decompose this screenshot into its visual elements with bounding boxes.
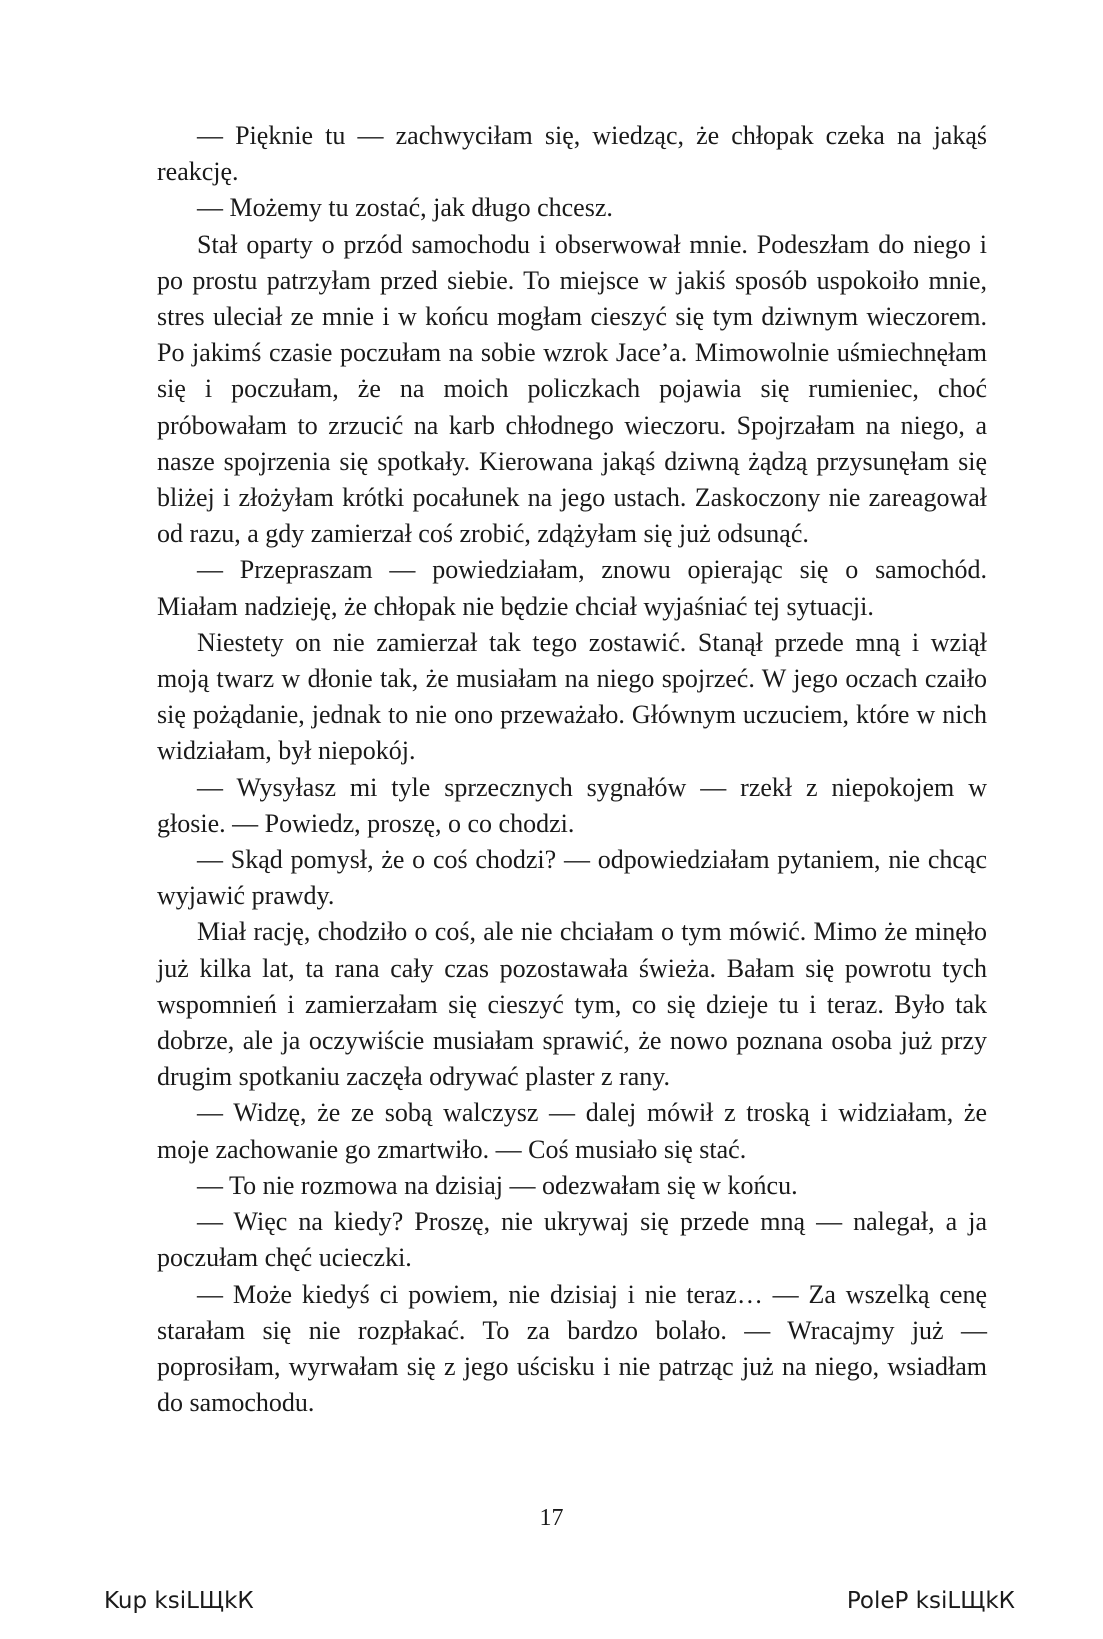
paragraph: Niestety on nie zamierzał tak tego zostawić. Stanął przede mną i wziął moją twarz w dłonie tak, że musiałam na niego spojrzeć. W jego oczach czaiło się pożądanie, jednak to nie ono przeważało. Głównym uczuciem, które w nich widziałam, był niepokój. bbox=[157, 627, 987, 766]
buy-book-link[interactable]: Kup ksiLЩkК bbox=[104, 1588, 254, 1614]
paragraph: — To nie rozmowa na dzisiaj — odezwałam się w końcu. bbox=[197, 1170, 798, 1200]
paragraph: Stał oparty o przód samochodu i obserwował mnie. Podeszłam do niego i po prostu patrzyłam przed siebie. To miejsce w jakiś sposób uspokoiło mnie, stres uleciał ze mnie i w końcu mogłam cieszyć się tym dziwnym wieczorem. Po jakimś czasie poczułam na sobie wzrok Jace’a. Mimowolnie uśmiechnęłam się i poczułam, że na moich policzkach pojawia się rumieniec, choć próbowałam to zrzucić na karb chłodnego wieczoru. Spojrzałam na niego, a nasze spojrzenia się spotkały. Kierowana jakąś dziwną żądzą przysunęłam się bliżej i złożyłam krótki pocałunek na jego ustach. Zaskoczony nie zareagował od razu, a gdy zamierzał coś zrobić, zdążyłam się już odsunąć. bbox=[157, 229, 987, 549]
recommend-book-link[interactable]: PoleP ksiLЩkК bbox=[846, 1588, 1015, 1614]
paragraph: — Pięknie tu — zachwyciłam się, wiedząc, że chłopak czeka na jakąś reakcję. bbox=[157, 121, 987, 187]
paragraph: — Wysyłasz mi tyle sprzecznych sygnałów — rzekł z niepokojem w głosie. — Powiedz, proszę, o co chodzi. bbox=[157, 772, 987, 838]
paragraph: Miał rację, chodziło o coś, ale nie chciałam o tym mówić. Mimo że minęło już kilka lat, ta rana cały czas pozostawała świeża. Bałam się powrotu tych wspomnień i zamierzałam się cieszyć tym, co się dzieje tu i teraz. Było tak dobrze, ale ja oczywiście musiałam sprawić, że nowo poznana osoba już przy drugim spotkaniu zaczęła odrywać plaster z rany. bbox=[157, 917, 987, 1092]
paragraph: — Widzę, że ze sobą walczysz — dalej mówił z troską i widziałam, że moje zachowanie go zmartwiło. — Coś musiało się stać. bbox=[157, 1098, 987, 1164]
page-number: 17 bbox=[539, 1505, 564, 1531]
paragraph: — Więc na kiedy? Proszę, nie ukrywaj się przede mną — nalegał, a ja poczułam chęć ucieczki. bbox=[157, 1207, 987, 1273]
paragraph: — Skąd pomysł, że o coś chodzi? — odpowiedziałam pytaniem, nie chcąc wyjawić prawdy. bbox=[157, 845, 987, 911]
body-text bbox=[157, 118, 987, 1421]
paragraph: — Przepraszam — powiedziałam, znowu opierając się o samochód. Miałam nadzieję, że chłopak nie będzie chciał wyjaśniać tej sytuacji. bbox=[157, 555, 987, 621]
paragraph: — Może kiedyś ci powiem, nie dzisiaj i nie teraz… — Za wszelką cenę starałam się nie rozpłakać. To za bardzo bolało. — Wracajmy już — poprosiłam, wyrwałam się z jego uścisku i nie patrząc już na niego, wsiadłam do samochodu. bbox=[157, 1279, 987, 1418]
paragraph: — Możemy tu zostać, jak długo chcesz. bbox=[197, 193, 613, 223]
